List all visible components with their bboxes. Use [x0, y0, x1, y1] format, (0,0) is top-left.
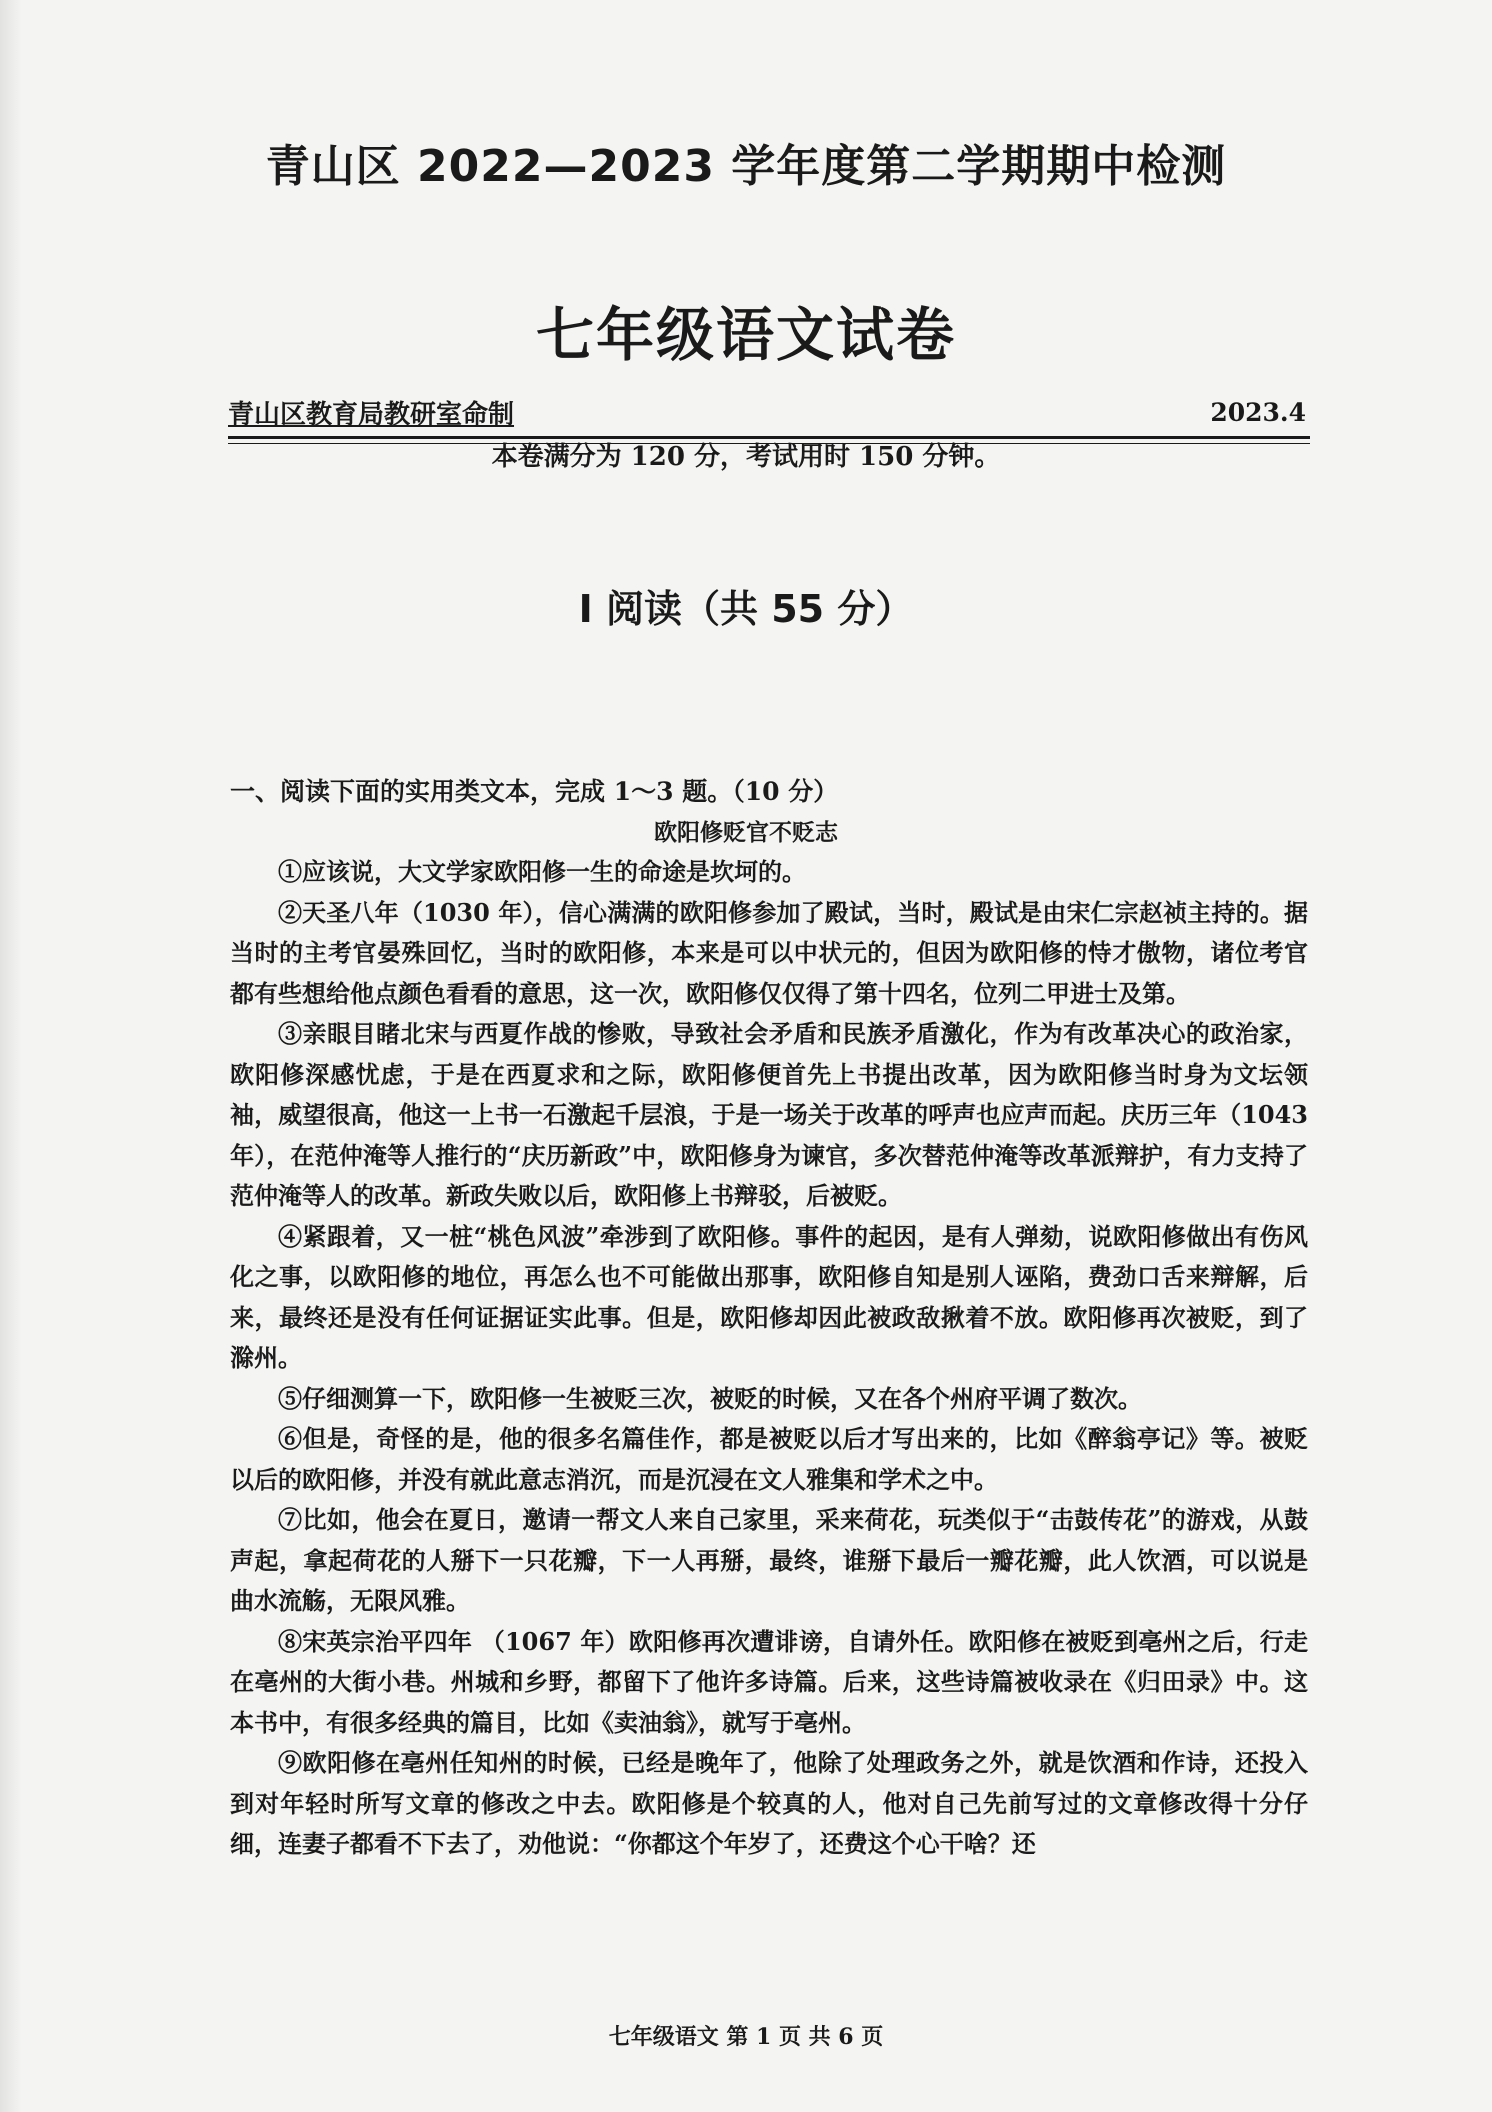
exam-subtitle: 七年级语文试卷 — [535, 301, 956, 369]
paragraph-3: ③亲眼目睹北宋与西夏作战的惨败，导致社会矛盾和民族矛盾激化，作为有改革决心的政治家，欧阳修深感忧虑，于是在西夏求和之际，欧阳修便首先上书提出改革，因为欧阳修当时身为文坛领袖，威望很高，他这一上书一石激起千层浪，于是一场关于改革的呼声也应声而起。庆历三年（1043 年），在范仲淹等人推行的“庆历新政”中，欧阳修身为谏官，多次替范仲淹等改革派辩护，有力支持了范仲淹等人的改革。新政失败以后，欧阳修上书辩驳，后被贬。 — [230, 1019, 1308, 1210]
paragraph-2: ②天圣八年（1030 年），信心满满的欧阳修参加了殿试，当时，殿试是由宋仁宗赵祯主持的。据当时的主考官晏殊回忆，当时的欧阳修，本来是可以中状元的，但因为欧阳修的恃才傲物，诸位考官都有些想给他点颜色看看的意思，这一次，欧阳修仅仅得了第十四名，位列二甲进士及第。 — [230, 897, 1308, 1008]
paragraph-7: ⑦比如，他会在夏日，邀请一帮文人来自己家里，采来荷花，玩类似于“击鼓传花”的游戏，从鼓声起，拿起荷花的人掰下一只花瓣，下一人再掰，最终，谁掰下最后一瓣花瓣，此人饮酒，可以说是曲水流觞，无限风雅。 — [230, 1505, 1308, 1615]
exam-title: 青山区 2022—2023 学年度第二学期期中检测 — [265, 141, 1227, 192]
exam-date: 2023.4 — [1210, 398, 1306, 427]
header-rule — [228, 394, 1310, 439]
paragraph-5: ⑤仔细测算一下，欧阳修一生被贬三次，被贬的时候，又在各个州府平调了数次。 — [278, 1383, 1142, 1413]
paragraph-6: ⑥但是，奇怪的是，他的很多名篇佳作，都是被贬以后才写出来的，比如《醉翁亭记》等。被贬以后的欧阳修，并没有就此意志消沉，而是沉浸在文人雅集和学术之中。 — [230, 1424, 1308, 1494]
paragraph-4: ④紧跟着，又一桩“桃色风波”牵涉到了欧阳修。事件的起因，是有人弹劾，说欧阳修做出有伤风化之事，以欧阳修的地位，再怎么也不可能做出那事，欧阳修自知是别人诬陷，费劲口舌来辩解，后来，最终还是没有任何证据证实此事。但是，欧阳修却因此被政敌揪着不放。欧阳修再次被贬，到了滁州。 — [230, 1221, 1308, 1372]
article-title: 欧阳修贬官不贬志 — [654, 819, 838, 846]
question-heading: 一、阅读下面的实用类文本，完成 1～3 题。（10 分） — [230, 777, 839, 806]
section-title: I 阅读（共 55 分） — [578, 587, 914, 631]
page-footer: 七年级语文 第 1 页 共 6 页 — [608, 2024, 884, 2050]
paragraph-8: ⑧宋英宗治平四年 （1067 年）欧阳修再次遭诽谤，自请外任。欧阳修在被贬到亳州之后，行走在亳州的大街小巷。州城和乡野，都留下了他许多诗篇。后来，这些诗篇被收录在《归田录》中。这本书中，有很多经典的篇目，比如《卖油翁》，就写于亳州。 — [230, 1626, 1308, 1737]
article-body — [230, 852, 1308, 1865]
exam-info: 本卷满分为 120 分，考试用时 150 分钟。 — [491, 442, 1001, 472]
paragraph-9: ⑨欧阳修在亳州任知州的时候，已经是晚年了，他除了处理政务之外，就是饮酒和作诗，还投入到对年轻时所写文章的修改之中去。欧阳修是个较真的人，他对自己先前写过的文章修改得十分仔细，连妻子都看不下去了，劝他说：“你都这个年岁了，还费这个心干啥？还 — [230, 1748, 1308, 1858]
paragraph-1: ①应该说，大文学家欧阳修一生的命途是坎坷的。 — [278, 857, 806, 886]
publisher-label: 青山区教育局教研室命制 — [228, 400, 515, 430]
